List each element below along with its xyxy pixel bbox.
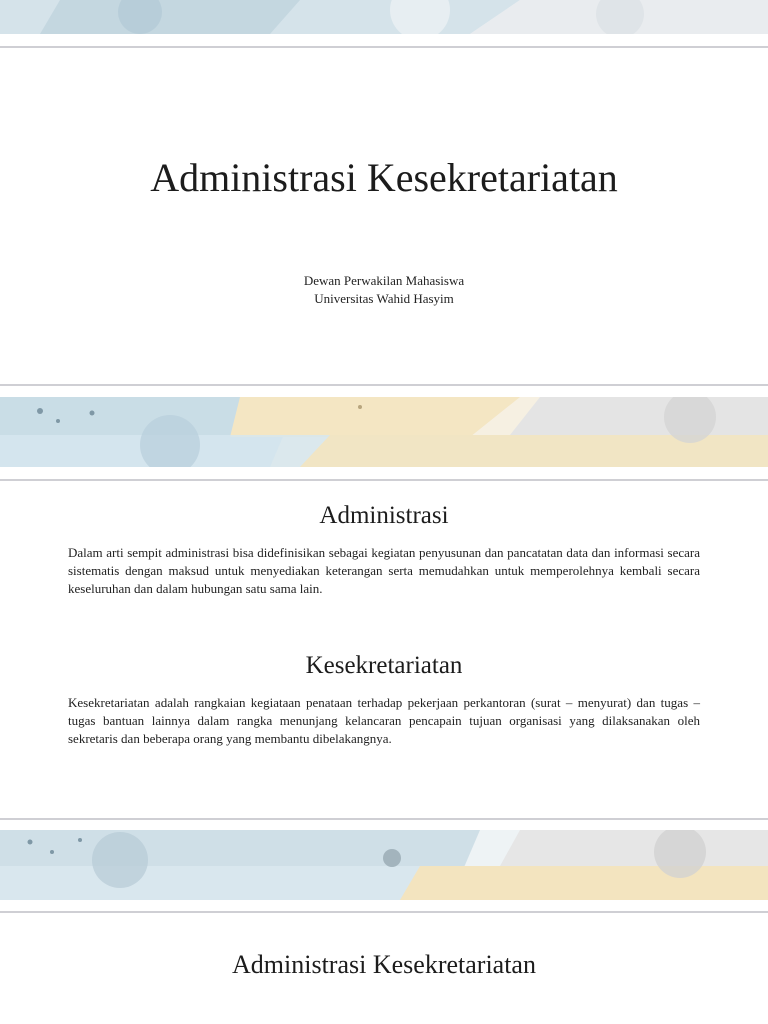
- slide-divider: [0, 384, 768, 386]
- top-decor-band: [0, 0, 768, 34]
- slide1-subtitle: [0, 272, 768, 308]
- slide1-title: Administrasi Kesekretariatan: [150, 155, 618, 200]
- subtitle-line-university: Universitas Wahid Hasyim: [314, 291, 454, 306]
- subtitle-line-organization: Dewan Perwakilan Mahasiswa: [303, 273, 465, 288]
- section-text-kesekretariatan: Kesekretariatan adalah rangkaian kegiataan penataan terhadap pekerjaan perkantoran (surat – menyurat) dan tugas – tugas bantuan lainnya dalam rangka menunjang kelancaran pencapain tujuan organisasi yang dilaksanakan oleh sekretaris dan beberapa orang yang membantu dibelakangnya.: [68, 695, 700, 746]
- middle-decor-art-2: [0, 830, 768, 900]
- slide-divider: [0, 479, 768, 481]
- slide-divider: [0, 46, 768, 48]
- section-heading-kesekretariatan: Kesekretariatan: [305, 652, 463, 679]
- slide-divider: [0, 911, 768, 913]
- middle-decor-band: [0, 397, 768, 467]
- middle-decor-art: [0, 397, 768, 467]
- middle-decor-band-2: [0, 830, 768, 900]
- section-text-administrasi: Dalam arti sempit administrasi bisa didefinisikan sebagai kegiatan penyusunan dan pancatatan data dan informasi secara sistematis dengan maksud untuk menyediakan keterangan serta memudahkan untuk memperolehnya kembali secara keseluruhan dan dalam hubungan satu sama lain.: [68, 545, 700, 596]
- slide3-title: Administrasi Kesekretariatan: [232, 950, 536, 979]
- top-decor-art: [0, 0, 768, 34]
- section-heading-administrasi: Administrasi: [319, 502, 449, 529]
- slide-divider: [0, 818, 768, 820]
